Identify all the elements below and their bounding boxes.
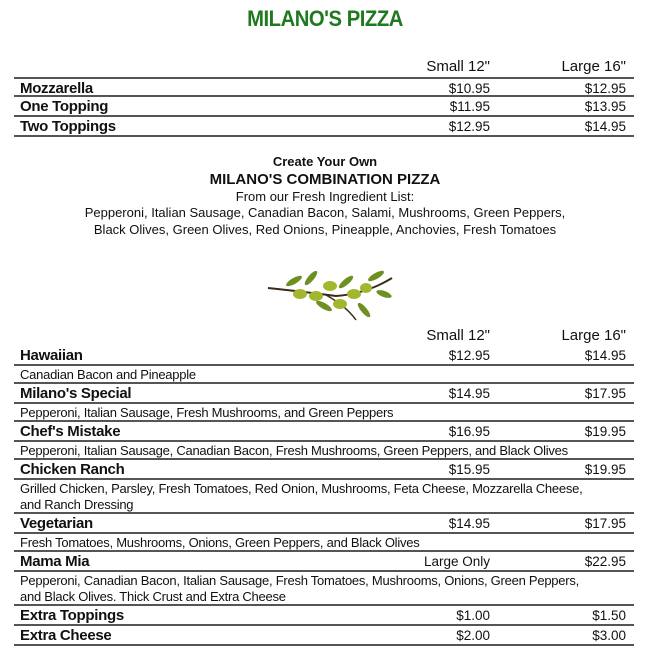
large-price: $19.95	[584, 424, 626, 439]
small-price: $10.95	[448, 81, 490, 96]
ingredient-list-line: Black Olives, Green Olives, Red Onions, Pineapple, Anchovies, Fresh Tomatoes	[93, 221, 557, 237]
large-price: $22.95	[584, 554, 626, 569]
small-price: $14.95	[448, 516, 490, 531]
menu-item-row	[14, 97, 634, 117]
item-description	[14, 480, 634, 514]
menu-item-row	[14, 77, 634, 97]
description-line: and Ranch Dressing	[20, 497, 134, 512]
description-line: Grilled Chicken, Parsley, Fresh Tomatoes, Red Onion, Mushrooms, Feta Cheese, Mozzarella Cheese,	[20, 481, 583, 496]
combination-section	[0, 154, 650, 238]
small-price: $12.95	[448, 348, 490, 363]
combo-subtitle: From our Fresh Ingredient List:	[235, 188, 415, 204]
menu-title: MILANO'S PIZZA	[247, 6, 403, 31]
size-header	[14, 325, 634, 346]
menu-item-row	[14, 626, 634, 646]
ingredient-list-line: Pepperoni, Italian Sausage, Canadian Bacon, Salami, Mushrooms, Green Peppers,	[84, 205, 566, 220]
menu-item-row	[14, 460, 634, 480]
small-size-header: Small 12"	[426, 58, 490, 75]
description-line: and Black Olives. Thick Crust and Extra Cheese	[20, 589, 286, 604]
item-name: Vegetarian	[20, 515, 93, 532]
large-price: $13.95	[584, 99, 626, 114]
small-price: $15.95	[448, 462, 490, 477]
small-price: $2.00	[456, 628, 490, 643]
small-price: Large Only	[423, 554, 490, 569]
combo-intro: Create Your Own	[272, 154, 378, 169]
olive-branch-icon	[266, 266, 396, 326]
description-line: Pepperoni, Italian Sausage, Canadian Bacon, Fresh Mushrooms, Green Peppers, and Black Olives	[20, 443, 568, 458]
size-header	[14, 57, 634, 77]
large-size-header: Large 16"	[561, 58, 626, 75]
item-name: Hawaiian	[20, 347, 83, 364]
description-line: Canadian Bacon and Pineapple	[20, 367, 196, 382]
specialty-pizza-table	[14, 325, 634, 646]
menu-item-row	[14, 117, 634, 137]
item-name: Chicken Ranch	[20, 461, 125, 478]
menu-item-row	[14, 422, 634, 442]
small-size-header: Small 12"	[426, 327, 490, 344]
small-price: $12.95	[448, 119, 490, 134]
large-price: $12.95	[584, 81, 626, 96]
large-price: $17.95	[584, 516, 626, 531]
item-description	[14, 572, 634, 606]
item-description	[14, 442, 634, 460]
item-description	[14, 404, 634, 422]
item-name: Milano's Special	[20, 385, 132, 402]
menu-item-row	[14, 346, 634, 366]
basic-pizza-table	[14, 57, 634, 137]
description-line: Pepperoni, Italian Sausage, Fresh Mushrooms, and Green Peppers	[20, 405, 394, 420]
description-line: Pepperoni, Canadian Bacon, Italian Sausage, Fresh Tomatoes, Mushrooms, Onions, Green Peppers,	[20, 573, 579, 588]
large-price: $3.00	[592, 628, 626, 643]
large-price: $14.95	[584, 348, 626, 363]
large-price: $14.95	[584, 119, 626, 134]
small-price: $16.95	[448, 424, 490, 439]
description-line: Fresh Tomatoes, Mushrooms, Onions, Green Peppers, and Black Olives	[20, 535, 420, 550]
menu-item-row	[14, 606, 634, 626]
item-name: Chef's Mistake	[20, 423, 121, 440]
large-price: $1.50	[592, 608, 626, 623]
menu-item-row	[14, 384, 634, 404]
item-name: One Topping	[20, 98, 109, 115]
item-name: Extra Cheese	[20, 627, 112, 644]
combo-heading: MILANO'S COMBINATION PIZZA	[209, 170, 441, 188]
item-description	[14, 534, 634, 552]
large-price: $19.95	[584, 462, 626, 477]
small-price: $14.95	[448, 386, 490, 401]
large-price: $17.95	[584, 386, 626, 401]
item-name: Two Toppings	[20, 118, 116, 135]
item-name: Mozzarella	[20, 80, 93, 97]
small-price: $1.00	[456, 608, 490, 623]
menu-item-row	[14, 552, 634, 572]
item-name: Extra Toppings	[20, 607, 124, 624]
menu-item-row	[14, 514, 634, 534]
large-size-header: Large 16"	[561, 327, 626, 344]
item-name: Mama Mia	[20, 553, 90, 570]
item-description	[14, 366, 634, 384]
small-price: $11.95	[449, 99, 490, 114]
